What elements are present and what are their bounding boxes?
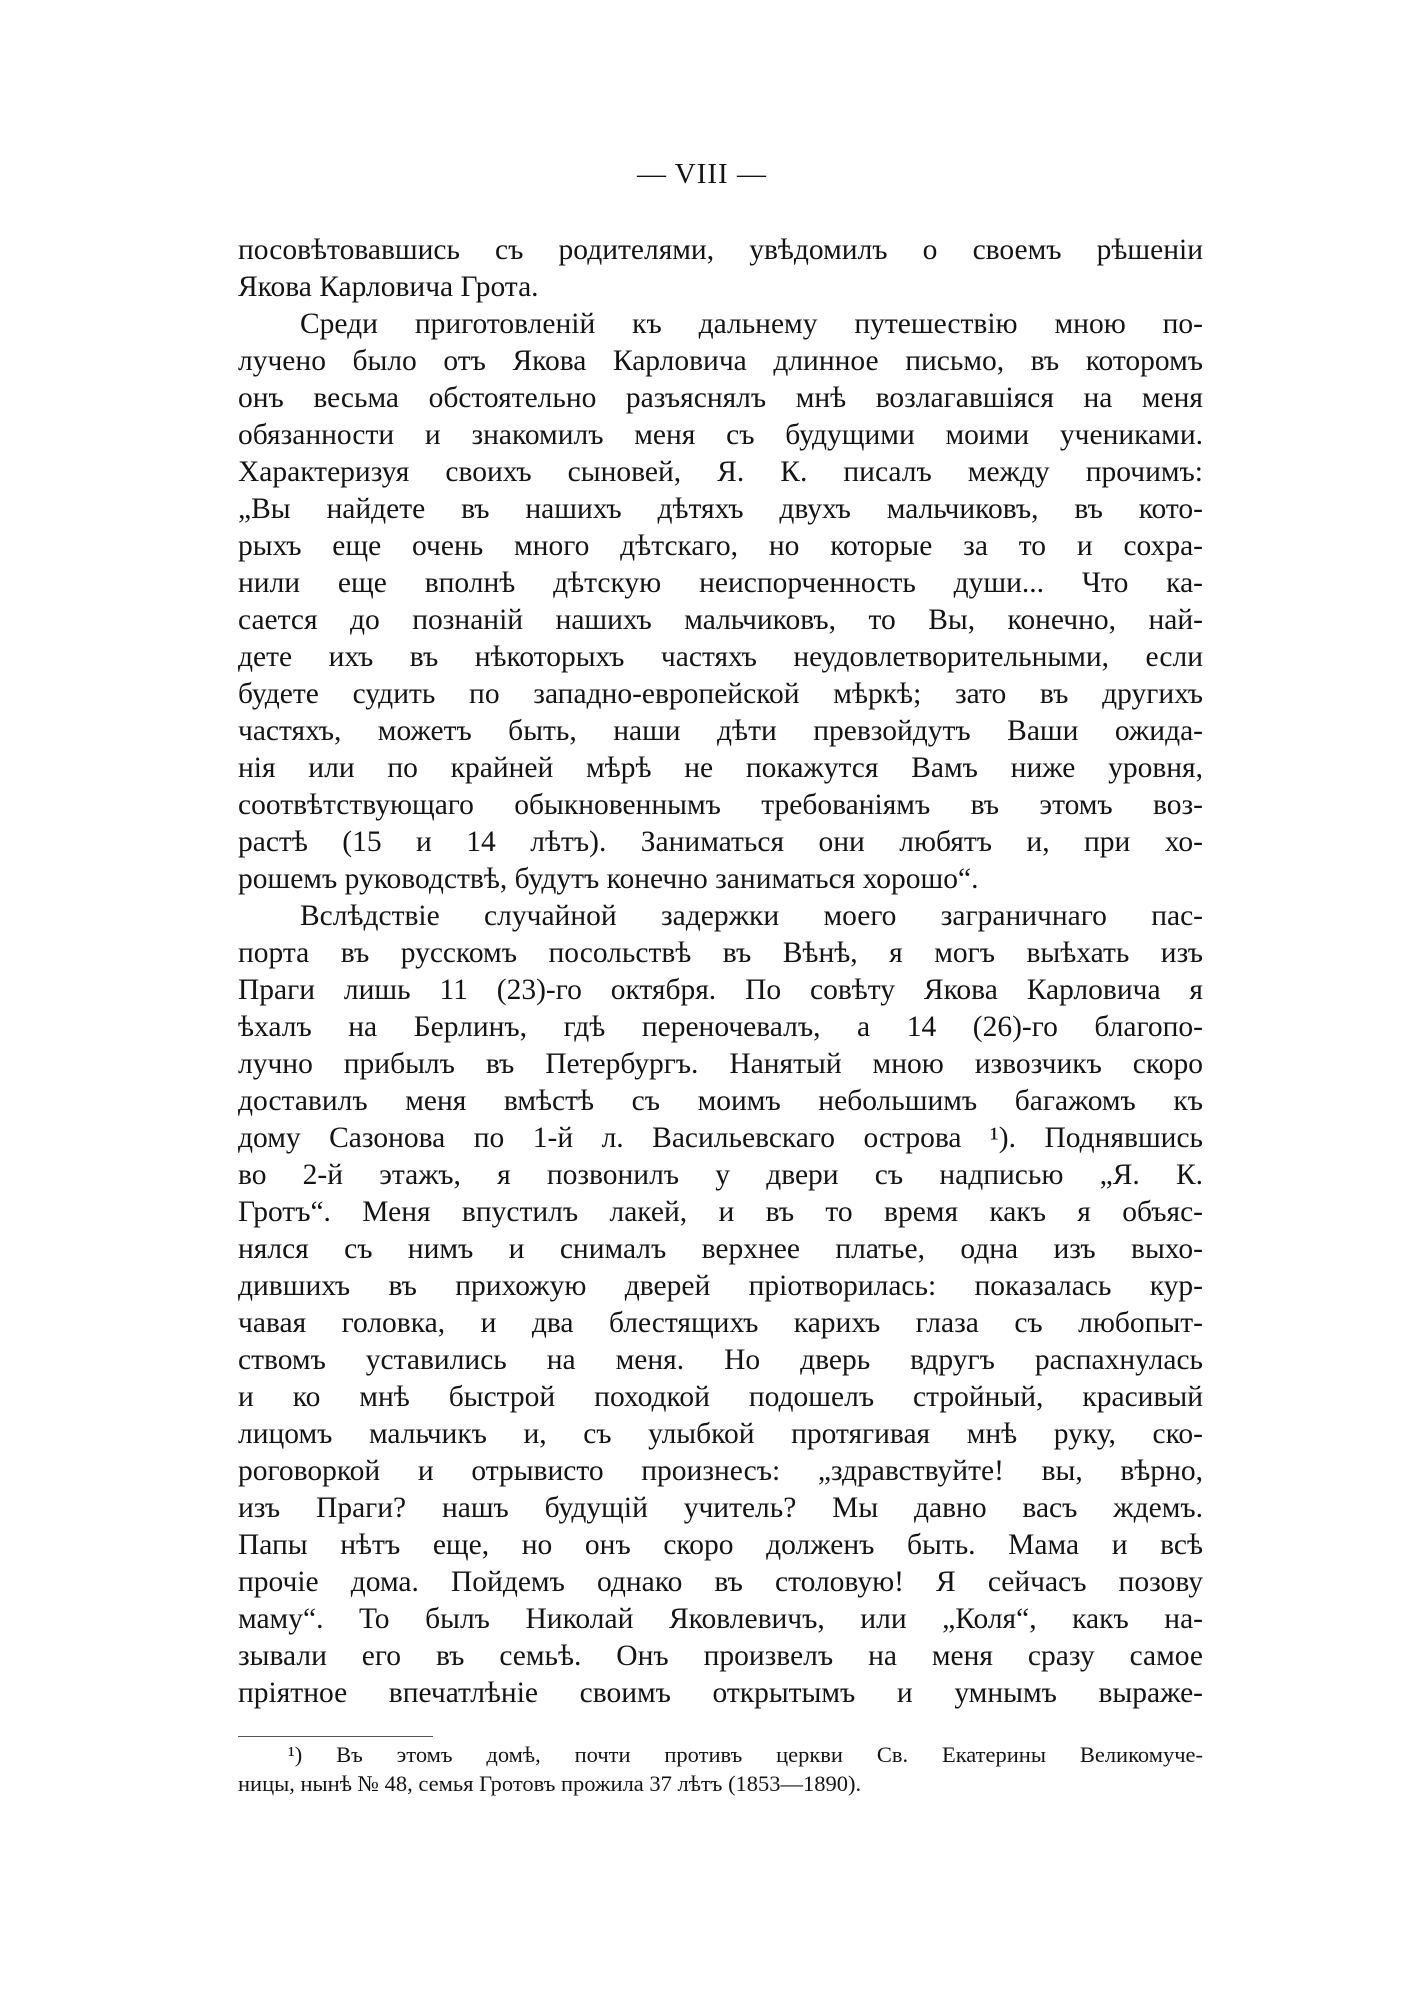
text-line: Гротъ“. Меня впустилъ лакей, и въ то время какъ я объяс- — [238, 1196, 1203, 1228]
main-text — [238, 232, 1203, 1712]
footnote-line: ницы, нынѣ № 48, семья Гротовъ прожила 37 лѣтъ (1853—1890). — [238, 1771, 862, 1796]
text-line: рыхъ еще очень много дѣтскаго, но которые за то и сохра- — [238, 530, 1203, 562]
text-line: рошемъ руководствѣ, будутъ конечно заниматься хорошо“. — [238, 863, 979, 895]
page-number: — VIII — — [637, 158, 767, 190]
text-line: Характеризуя своихъ сыновей, Я. К. писалъ между прочимъ: — [238, 456, 1203, 488]
text-line: во 2-й этажъ, я позвонилъ у двери съ надписью „Я. К. — [238, 1159, 1203, 1191]
text-line: доставилъ меня вмѣстѣ съ моимъ небольшимъ багажомъ къ — [238, 1085, 1203, 1117]
footnote — [238, 1740, 1203, 1798]
text-line: онъ весьма обстоятельно разъяснялъ мнѣ возлагавшіяся на меня — [238, 382, 1203, 414]
text-line: ѣхалъ на Берлинъ, гдѣ переночевалъ, а 14 (26)-го благопо- — [238, 1011, 1203, 1043]
text-line: пріятное впечатлѣніе своимъ открытымъ и умнымъ выраже- — [238, 1677, 1203, 1709]
text-line: порта въ русскомъ посольствѣ въ Вѣнѣ, я могъ выѣхать изъ — [238, 937, 1203, 969]
text-line: сается до познаній нашихъ мальчиковъ, то Вы, конечно, най- — [238, 604, 1203, 636]
text-line: Вслѣдствіе случайной задержки моего заграничнаго пас- — [300, 900, 1203, 932]
text-line: дому Сазонова по 1-й л. Васильевскаго острова ¹). Поднявшись — [238, 1122, 1203, 1154]
text-line: роговоркой и отрывисто произнесъ: „здравствуйте! вы, вѣрно, — [238, 1455, 1203, 1487]
text-line: Праги лишь 11 (23)-го октября. По совѣту Якова Карловича я — [238, 974, 1203, 1006]
text-line: Якова Карловича Грота. — [238, 271, 539, 303]
text-line: соотвѣтствующаго обыкновеннымъ требованіямъ въ этомъ воз- — [238, 789, 1203, 821]
text-line: лучено было отъ Якова Карловича длинное письмо, въ которомъ — [238, 345, 1203, 377]
text-line: посовѣтовавшись съ родителями, увѣдомилъ о своемъ рѣшеніи — [238, 234, 1203, 266]
text-line: и ко мнѣ быстрой походкой подошелъ стройный, красивый — [238, 1381, 1203, 1413]
footnote-divider — [238, 1736, 433, 1737]
text-line: нія или по крайней мѣрѣ не покажутся Вамъ ниже уровня, — [238, 752, 1203, 784]
text-line: прочіе дома. Пойдемъ однако въ столовую! Я сейчасъ позову — [238, 1566, 1203, 1598]
text-line: „Вы найдете въ нашихъ дѣтяхъ двухъ мальчиковъ, въ кото- — [238, 493, 1203, 525]
text-line: чавая головка, и два блестящихъ карихъ глаза съ любопыт- — [238, 1307, 1203, 1339]
text-line: нили еще вполнѣ дѣтскую неиспорченность души... Что ка- — [238, 567, 1203, 599]
text-line: изъ Праги? нашъ будущій учитель? Мы давно васъ ждемъ. — [238, 1492, 1203, 1524]
text-line: Среди приготовленій къ дальнему путешествію мною по- — [300, 308, 1203, 340]
text-line: лицомъ мальчикъ и, съ улыбкой протягивая мнѣ руку, ско- — [238, 1418, 1203, 1450]
text-line: дете ихъ въ нѣкоторыхъ частяхъ неудовлетворительными, если — [238, 641, 1203, 673]
text-line: дившихъ въ прихожую дверей пріотворилась: показалась кур- — [238, 1270, 1203, 1302]
text-line: обязанности и знакомилъ меня съ будущими моими учениками. — [238, 419, 1203, 451]
footnote-line: ¹) Въ этомъ домѣ, почти противъ церкви Св. Екатерины Великомуче- — [288, 1742, 1203, 1767]
text-line: частяхъ, можетъ быть, наши дѣти превзойдутъ Ваши ожида- — [238, 715, 1203, 747]
text-line: Папы нѣтъ еще, но онъ скоро долженъ быть. Мама и всѣ — [238, 1529, 1203, 1561]
text-line: зывали его въ семьѣ. Онъ произвелъ на меня сразу самое — [238, 1640, 1203, 1672]
text-line: лучно прибылъ въ Петербургъ. Нанятый мною извозчикъ скоро — [238, 1048, 1203, 1080]
text-line: растѣ (15 и 14 лѣтъ). Заниматься они любятъ и, при хо- — [238, 826, 1203, 858]
text-line: нялся съ нимъ и снималъ верхнее платье, одна изъ выхо- — [238, 1233, 1203, 1265]
text-line: маму“. То былъ Николай Яковлевичъ, или „Коля“, какъ на- — [238, 1603, 1203, 1635]
text-line: ствомъ уставились на меня. Но дверь вдругъ распахнулась — [238, 1344, 1203, 1376]
text-line: будете судить по западно-европейской мѣркѣ; зато въ другихъ — [238, 678, 1203, 710]
